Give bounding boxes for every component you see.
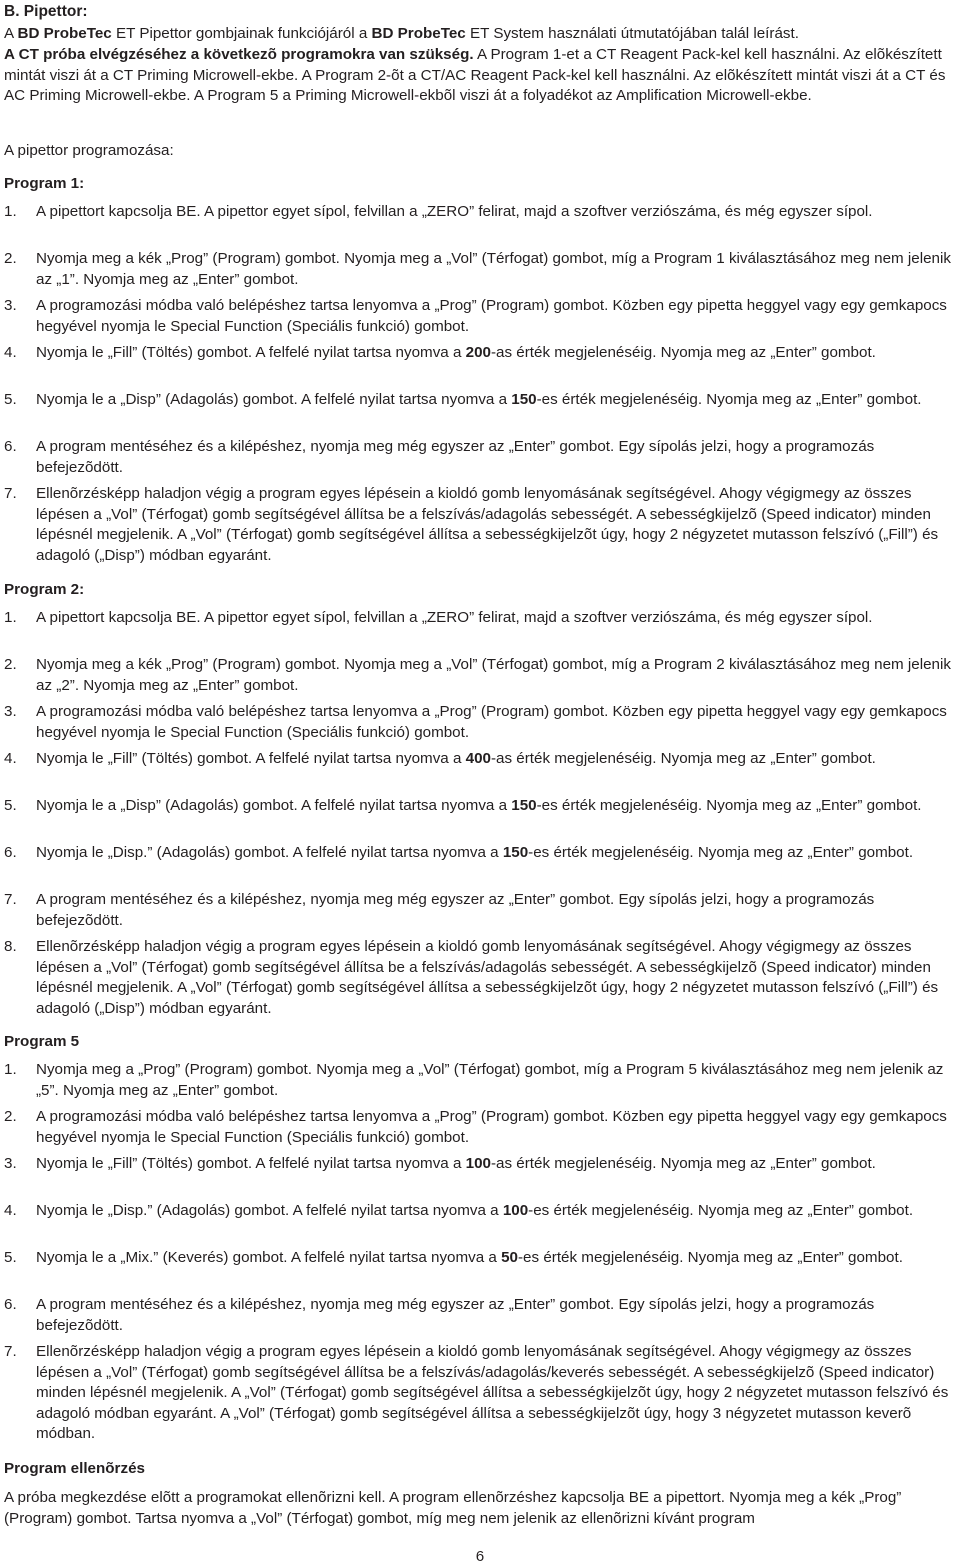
text-run: A Program 1-et a CT Reagent Pack-kel kell használni. Az elõkészített mintát viszi át a CT Priming Microwell-ekbe. A Program 2-õt a CT/AC Reagent Pack-kel kell használni. Az elõkészített mintát viszi át a CT és AC Priming Microwell-ekbe. A Program 5 a Priming Microwell-ekbõl viszi át a folyadékot az Amplification Microwell-ekbe. [4,46,946,105]
text-run: Nyomja le a „Mix.” (Keverés) gombot. A felfelé nyilat tartsa nyomva a [36,1249,502,1266]
program-2-title: Program 2: [4,581,85,598]
text-run: A pipettort kapcsolja BE. A pipettor egyet sípol, felvillan a „ZERO” felirat, majd a szoftver verziószáma, és még egyszer sípol. [36,203,873,220]
step-text [36,702,956,743]
program-1-step [4,202,956,223]
step-text [36,890,956,931]
section-title: B. Pipettor: [4,3,88,20]
program-1-step [4,484,956,566]
text-run: A program mentéséhez és a kilépéshez, nyomja meg még egyszer az „Enter” gombot. Egy sípolás jelzi, hogy a programozás befejezõdött. [36,891,875,929]
text-run: Nyomja le „Disp.” (Adagolás) gombot. A felfelé nyilat tartsa nyomva a [36,1202,503,1219]
text-run: ET System használati útmutatójában talál leírást. [465,25,799,42]
step-text [36,843,956,864]
step-text [36,608,956,629]
text-run: Nyomja meg a „Prog” (Program) gombot. Nyomja meg a „Vol” (Térfogat) gombot, míg a Program 5 kiválasztásához meg nem jelenik az „5”. Nyomja meg az „Enter” gombot. [36,1061,944,1099]
bold-text: 150 [511,797,537,814]
text-run: A programozási módba való belépéshez tartsa lenyomva a „Prog” (Program) gombot. Közben egy pipetta heggyel vagy egy gemkapocs hegyével nyomja le Special Function (Speciális funkció) gombot. [36,297,947,335]
step-number: 7. [4,1343,17,1360]
program-5-step [4,1248,956,1269]
text-run: A programozási módba való belépéshez tartsa lenyomva a „Prog” (Program) gombot. Közben egy pipetta heggyel vagy egy gemkapocs hegyével nyomja le Special Function (Speciális funkció) gombot. [36,703,947,741]
text-run: -es érték megjelenéséig. Nyomja meg az „Enter” gombot. [536,391,922,408]
text-run: Nyomja le „Disp.” (Adagolás) gombot. A felfelé nyilat tartsa nyomva a [36,844,503,861]
step-number: 4. [4,1202,17,1219]
text-run: A program mentéséhez és a kilépéshez, nyomja meg még egyszer az „Enter” gombot. Egy sípolás jelzi, hogy a programozás befejezõdött. [36,1296,875,1334]
intro-paragraph-2 [4,45,954,107]
step-text [36,749,956,770]
program-5-step [4,1201,956,1222]
program-5-title: Program 5 [4,1033,80,1050]
text-run: Nyomja le a „Disp” (Adagolás) gombot. A felfelé nyilat tartsa nyomva a [36,797,512,814]
program-2-step [4,796,956,817]
step-number: 5. [4,391,17,408]
text-run: -es érték megjelenéséig. Nyomja meg az „Enter” gombot. [528,1202,914,1219]
text-run: -as érték megjelenéséig. Nyomja meg az „Enter” gombot. [490,1155,876,1172]
program-1-step [4,296,956,337]
step-number: 6. [4,844,17,861]
step-text [36,1060,956,1101]
step-number: 2. [4,1108,17,1125]
bold-text: 150 [511,391,537,408]
bold-text: 200 [465,344,491,361]
program-2-step [4,702,956,743]
step-text [36,796,956,817]
bold-text: 100 [502,1202,529,1219]
bold-text: 100 [465,1155,491,1172]
step-number: 4. [4,344,17,361]
step-text [36,1248,956,1269]
program-check-text: A próba megkezdése elõtt a programokat ellenõrizni kell. A program ellenõrzéshez kapcsolja BE a pipettort. Nyomja meg a kék „Prog” (Program) gombot. Tartsa nyomva a „Vol” (Térfogat) gombot, míg meg nem jelenik az ellenõrizni kívánt program [4,1489,902,1527]
text-run: Ellenõrzésképp haladjon végig a program egyes lépésein a kioldó gomb lenyomásának segítségével. Ahogy végigmegy az összes lépésen a „Vol” (Térfogat) gomb segítségével állítsa be a felszívás/adagolás sebességét. A sebességkijelzõ (Speed indicator) minden lépésnél megjelenik. A „Vol” (Térfogat) gomb segítségével állítsa a sebességkijelzõt úgy, hogy 2 négyzetet mutasson felszívó („Fill”) és adagoló („Disp”) módban egyaránt. [36,938,939,1017]
step-number: 5. [4,797,17,814]
step-text [36,1107,956,1148]
step-number: 6. [4,438,17,455]
step-text [36,390,956,411]
step-number: 3. [4,297,17,314]
program-5-step [4,1107,956,1148]
program-5-step [4,1295,956,1336]
program-check-title: Program ellenõrzés [4,1460,145,1477]
program-2-step [4,749,956,770]
text-run: A [4,25,18,42]
step-text [36,1154,956,1175]
text-run: ET Pipettor gombjainak funkciójáról a [111,25,372,42]
program-2-step [4,937,956,1019]
step-text [36,249,956,290]
text-run: -es érték megjelenéséig. Nyomja meg az „Enter” gombot. [518,1249,903,1266]
step-number: 5. [4,1249,17,1266]
page-number: 6 [475,1548,485,1565]
text-run: -as érték megjelenéséig. Nyomja meg az „Enter” gombot. [490,344,876,361]
bold-text: BD ProbeTec [371,25,466,42]
step-number: 1. [4,1061,17,1078]
program-2-step [4,655,956,696]
step-number: 4. [4,750,17,767]
program-1-step [4,437,956,478]
text-run: Ellenõrzésképp haladjon végig a program egyes lépésein a kioldó gomb lenyomásának segítségével. Ahogy végigmegy az összes lépésen a „Vol” (Térfogat) gomb segítségével állítsa be a felszívás/adagolás/keverés sebességét. A sebességkijelzõ (Speed indicator) minden lépésnél megjelenik. A „Vol” (Térfogat) gomb segítségével állítsa a sebességkijelzõt úgy, hogy 2 négyzetet mutasson felszívó és adagoló módban egyaránt. A „Vol” (Térfogat) gomb segítségével állítsa a sebességkijelzõt úgy, hogy 3 négyzetet mutasson keverõ módban. [36,1343,949,1443]
text-run: Ellenõrzésképp haladjon végig a program egyes lépésein a kioldó gomb lenyomásának segítségével. Ahogy végigmegy az összes lépésen a „Vol” (Térfogat) gomb segítségével állítsa be a felszívás/adagolás sebességét. A sebességkijelzõ (Speed indicator) minden lépésnél megjelenik. A „Vol” (Térfogat) gomb segítségével állítsa a sebességkijelzõt úgy, hogy 2 négyzetet mutasson felszívó („Fill”) és adagoló („Disp”) módban egyaránt. [36,485,939,564]
program-5-step [4,1342,956,1445]
bold-text: BD ProbeTec [17,25,112,42]
bold-text: A CT próba elvégzéséhez a következõ programokra van szükség. [4,46,474,63]
text-run: A pipettort kapcsolja BE. A pipettor egyet sípol, felvillan a „ZERO” felirat, majd a szoftver verziószáma, és még egyszer sípol. [36,609,873,626]
step-number: 2. [4,656,17,673]
text-run: Nyomja meg a kék „Prog” (Program) gombot. Nyomja meg a „Vol” (Térfogat) gombot, míg a Program 1 kiválasztásához meg nem jelenik az „1”. Nyomja meg az „Enter” gombot. [36,250,951,288]
text-run: Nyomja le „Fill” (Töltés) gombot. A felfelé nyilat tartsa nyomva a [36,344,466,361]
step-number: 3. [4,1155,17,1172]
step-text [36,1201,956,1222]
intro-paragraph-1 [4,24,954,45]
step-text [36,655,956,696]
program-2-step [4,843,956,864]
text-run: -as érték megjelenéséig. Nyomja meg az „Enter” gombot. [490,750,876,767]
step-text [36,937,956,1019]
text-run: -es érték megjelenéséig. Nyomja meg az „Enter” gombot. [528,844,914,861]
pipettor-programming-heading: A pipettor programozása: [4,142,174,159]
text-run: Nyomja le „Fill” (Töltés) gombot. A felfelé nyilat tartsa nyomva a [36,750,466,767]
step-text [36,202,956,223]
step-number: 7. [4,485,17,502]
program-5-step [4,1154,956,1175]
text-run: A program mentéséhez és a kilépéshez, nyomja meg még egyszer az „Enter” gombot. Egy sípolás jelzi, hogy a programozás befejezõdött. [36,438,875,476]
text-run: Nyomja le a „Disp” (Adagolás) gombot. A felfelé nyilat tartsa nyomva a [36,391,512,408]
step-text [36,1342,956,1445]
program-5-step [4,1060,956,1101]
program-1-step [4,390,956,411]
program-2-step [4,608,956,629]
step-text [36,296,956,337]
step-text [36,1295,956,1336]
program-1-step [4,343,956,364]
step-number: 1. [4,609,17,626]
bold-text: 150 [502,844,529,861]
text-run: Nyomja meg a kék „Prog” (Program) gombot. Nyomja meg a „Vol” (Térfogat) gombot, míg a Program 2 kiválasztásához meg nem jelenik az „2”. Nyomja meg az „Enter” gombot. [36,656,951,694]
step-number: 8. [4,938,17,955]
step-text [36,437,956,478]
step-number: 2. [4,250,17,267]
step-number: 3. [4,703,17,720]
text-run: -es érték megjelenéséig. Nyomja meg az „Enter” gombot. [536,797,922,814]
program-1-step [4,249,956,290]
text-run: Nyomja le „Fill” (Töltés) gombot. A felfelé nyilat tartsa nyomva a [36,1155,466,1172]
step-text [36,484,956,566]
bold-text: 400 [465,750,491,767]
text-run: A programozási módba való belépéshez tartsa lenyomva a „Prog” (Program) gombot. Közben egy pipetta heggyel vagy egy gemkapocs hegyével nyomja le Special Function (Speciális funkció) gombot. [36,1108,947,1146]
program-1-title: Program 1: [4,175,85,192]
program-2-step [4,890,956,931]
step-number: 6. [4,1296,17,1313]
step-number: 7. [4,891,17,908]
bold-text: 50 [501,1249,518,1266]
step-number: 1. [4,203,17,220]
step-text [36,343,956,364]
